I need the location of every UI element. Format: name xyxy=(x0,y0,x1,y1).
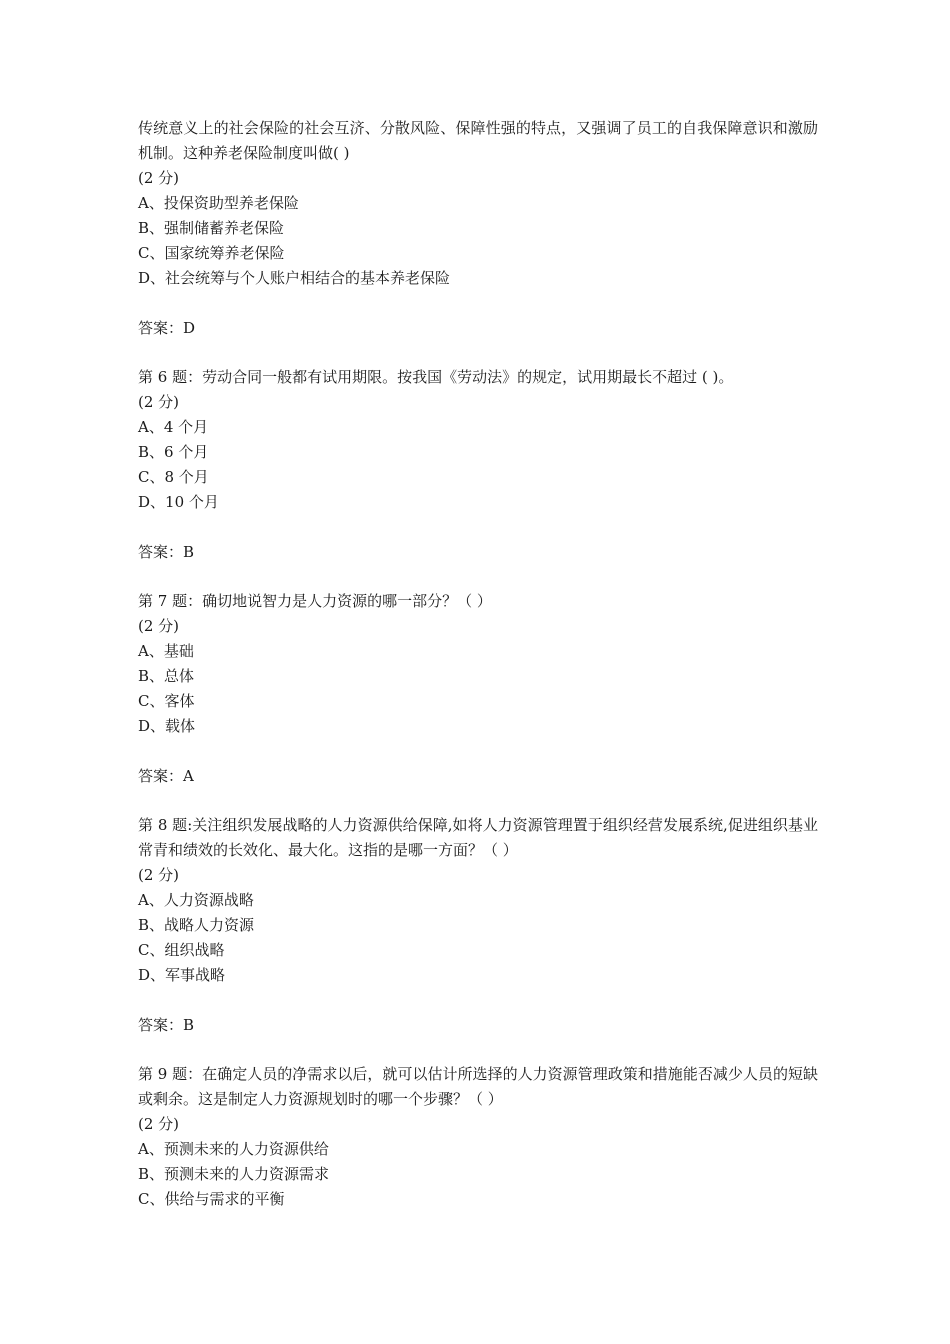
question-block xyxy=(138,813,818,1038)
option-c: C、8 个月 xyxy=(138,468,209,486)
question-block xyxy=(138,1062,818,1212)
option-b: B、战略人力资源 xyxy=(138,916,255,934)
option-a: A、基础 xyxy=(138,642,194,660)
question-stem: 第 8 题:关注组织发展战略的人力资源供给保障,如将人力资源管理置于组织经营发展系统,促进组织基业常青和绩效的长效化、最大化。这指的是哪一方面？（ ） xyxy=(138,816,818,859)
option-a: A、预测未来的人力资源供给 xyxy=(138,1140,329,1158)
question-score: (2 分) xyxy=(138,617,180,635)
option-a: A、投保资助型养老保险 xyxy=(138,194,299,212)
option-a: A、人力资源战略 xyxy=(138,891,254,909)
option-c: C、组织战略 xyxy=(138,941,225,959)
question-block xyxy=(138,365,818,565)
option-d: D、10 个月 xyxy=(138,493,219,511)
option-d: D、军事战略 xyxy=(138,966,226,984)
option-b: B、6 个月 xyxy=(138,443,209,461)
question-score: (2 分) xyxy=(138,1115,180,1133)
option-a: A、4 个月 xyxy=(138,418,209,436)
question-score: (2 分) xyxy=(138,866,180,884)
answer: 答案：A xyxy=(138,767,194,785)
question-stem: 第 6 题：劳动合同一般都有试用期限。按我国《劳动法》的规定，试用期最长不超过 ( )。 xyxy=(138,368,734,386)
document-page xyxy=(138,116,818,1212)
option-d: D、社会统筹与个人账户相结合的基本养老保险 xyxy=(138,269,451,287)
question-block xyxy=(138,589,818,789)
question-stem: 第 7 题：确切地说智力是人力资源的哪一部分？（ ） xyxy=(138,592,492,610)
option-c: C、国家统筹养老保险 xyxy=(138,244,285,262)
option-c: C、客体 xyxy=(138,692,195,710)
question-score: (2 分) xyxy=(138,393,180,411)
question-score: (2 分) xyxy=(138,169,180,187)
answer: 答案：D xyxy=(138,319,196,337)
question-stem: 传统意义上的社会保险的社会互济、分散风险、保障性强的特点，又强调了员工的自我保障意识和激励机制。这种养老保险制度叫做( ) xyxy=(138,119,818,162)
question-block xyxy=(138,116,818,341)
answer: 答案：B xyxy=(138,543,195,561)
option-b: B、预测未来的人力资源需求 xyxy=(138,1165,330,1183)
question-stem: 第 9 题：在确定人员的净需求以后，就可以估计所选择的人力资源管理政策和措施能否减少人员的短缺或剩余。这是制定人力资源规划时的哪一个步骤？（ ） xyxy=(138,1065,818,1108)
option-b: B、强制储蓄养老保险 xyxy=(138,219,285,237)
option-d: D、载体 xyxy=(138,717,196,735)
option-c: C、供给与需求的平衡 xyxy=(138,1190,285,1208)
option-b: B、总体 xyxy=(138,667,195,685)
answer: 答案：B xyxy=(138,1016,195,1034)
